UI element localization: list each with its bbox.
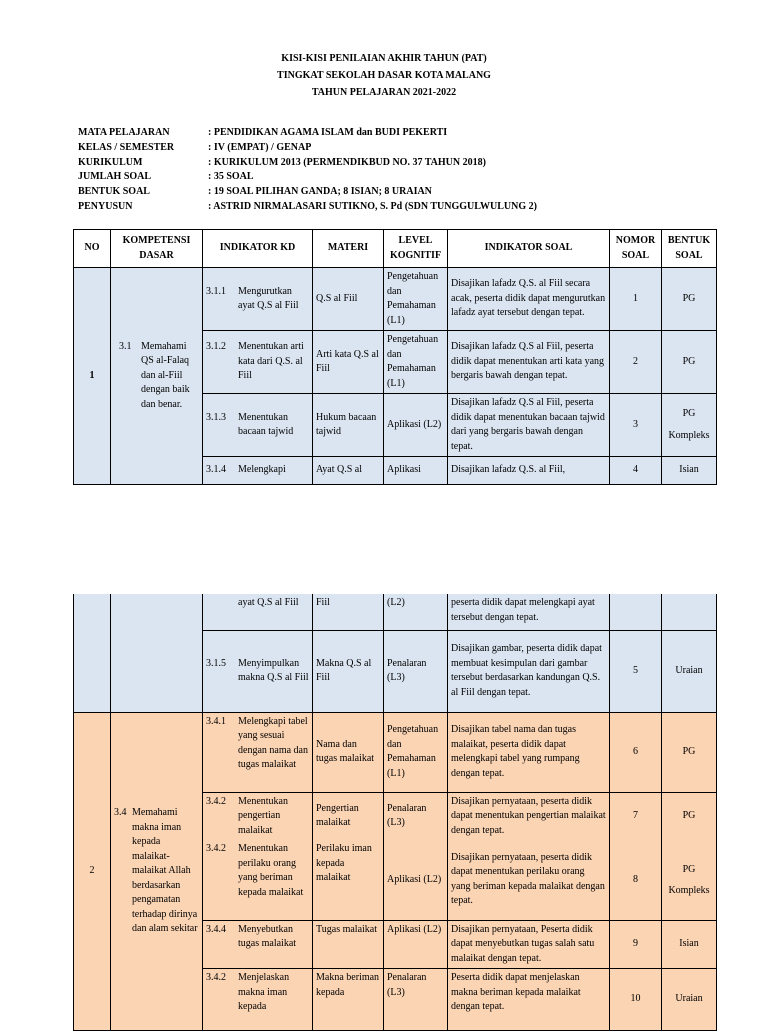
indikator-soal-cell: Disajikan lafadz Q.S. al Fiil secara acak, peserta didik dapat mengurutkan lafadz ayat tersebut dengan tepat. bbox=[448, 268, 610, 331]
ikd-text: Menentukan pengertian malaikat bbox=[238, 795, 288, 836]
indikator-kd-cell bbox=[203, 331, 313, 394]
nomor-soal-cell: 9 bbox=[610, 920, 662, 969]
document-title bbox=[0, 50, 768, 101]
indikator-kd-cell bbox=[203, 712, 313, 792]
indikator-soal-cell: Disajikan lafadz Q.S al Fiil, peserta didik dapat menentukan arti kata yang bergaris bawah dengan tepat. bbox=[448, 331, 610, 394]
ikd-number: 3.1.1 bbox=[206, 285, 226, 297]
header-materi: MATERI bbox=[313, 230, 384, 268]
level-cell: Penalaran (L3) bbox=[384, 630, 448, 712]
bentuk-soal-cell: PG Kompleks bbox=[662, 840, 717, 920]
title-line-3: TAHUN PELAJARAN 2021-2022 bbox=[311, 87, 457, 98]
indikator-kd-cell bbox=[203, 969, 313, 1031]
meta-value: : IV (EMPAT) / GENAP bbox=[208, 141, 312, 153]
level-cell: Penalaran (L3) bbox=[384, 969, 448, 1031]
level-cell: Pengetahuan dan Pemahaman (L1) bbox=[384, 268, 448, 331]
title-line-2: TINGKAT SEKOLAH DASAR KOTA MALANG bbox=[277, 70, 491, 81]
ikd-number: 3.4.2 bbox=[206, 972, 226, 983]
meta-row bbox=[78, 185, 537, 200]
nomor-soal-empty bbox=[610, 594, 662, 630]
header-bentuk-soal: BENTUK SOAL bbox=[662, 230, 717, 268]
level-cell: Penalaran (L3) bbox=[384, 792, 448, 840]
ikd-number: 3.1.5 bbox=[206, 657, 226, 669]
kompetensi-dasar-cell bbox=[111, 712, 203, 1031]
materi-cell: Makna beriman kepada bbox=[313, 969, 384, 1031]
meta-key: KELAS / SEMESTER bbox=[78, 141, 175, 153]
ikd-text: Menyebutkan tugas malaikat bbox=[238, 923, 297, 949]
ikd-number: 3.4.2 bbox=[206, 795, 226, 807]
title-line-1: KISI-KISI PENILAIAN AKHIR TAHUN (PAT) bbox=[281, 53, 487, 64]
table-row-continued bbox=[74, 594, 717, 630]
materi-cell: Q.S al Fiil bbox=[313, 268, 384, 331]
materi-cell: Arti kata Q.S al Fiil bbox=[313, 331, 384, 394]
meta-row bbox=[78, 126, 537, 141]
ikd-text: Menentukan arti kata dari Q.S. al Fiil bbox=[238, 341, 304, 382]
ikd-number: 3.4.4 bbox=[206, 923, 226, 935]
bentuk-soal-cell: Uraian bbox=[662, 969, 717, 1031]
materi-cell: Hukum bacaan tajwid bbox=[313, 394, 384, 457]
ikd-number: 3.1.3 bbox=[206, 411, 226, 423]
kd-text: Memahami makna iman kepada malaikat-malaikat Allah berdasarkan pengamatan terhadap dirinya dan alam sekitar bbox=[132, 807, 198, 934]
indikator-kd-cell bbox=[203, 457, 313, 485]
level-cell: Aplikasi bbox=[384, 457, 448, 485]
header-indikator-soal: INDIKATOR SOAL bbox=[448, 230, 610, 268]
materi-cell: Nama dan tugas malaikat bbox=[313, 712, 384, 792]
materi-cell: Tugas malaikat bbox=[313, 920, 384, 969]
kd-number: 3.4 bbox=[114, 807, 127, 818]
indikator-soal-cell: Disajikan pernyataan, peserta didik dapat menentukan perilaku orang yang beriman kepada malaikat dengan tepat. bbox=[448, 840, 610, 920]
meta-row bbox=[78, 156, 537, 171]
indikator-kd-cell bbox=[203, 920, 313, 969]
meta-value: : 35 SOAL bbox=[208, 171, 254, 183]
indikator-kd-cell: ayat Q.S al Fiil bbox=[203, 594, 313, 630]
indikator-soal-cell: Peserta didik dapat menjelaskan makna beriman kepada malaikat dengan tepat. bbox=[448, 969, 610, 1031]
row-no: 2 bbox=[74, 712, 111, 1031]
level-cell: (L2) bbox=[384, 594, 448, 630]
nomor-soal-cell: 3 bbox=[610, 394, 662, 457]
bentuk-soal-cell: Isian bbox=[662, 457, 717, 485]
indikator-soal-cell: Disajikan gambar, peserta didik dapat membuat kesimpulan dari gambar tersebut berdasarkan kandungan Q.S. al Fiil dengan tepat. bbox=[448, 630, 610, 712]
kisi-kisi-table-page-1 bbox=[73, 229, 717, 485]
meta-key: MATA PELAJARAN bbox=[78, 127, 170, 138]
kd-number: 3.1 bbox=[119, 340, 132, 352]
bentuk-soal-cell: PG Kompleks bbox=[662, 394, 717, 457]
document-meta bbox=[78, 126, 537, 215]
nomor-soal-cell: 7 bbox=[610, 792, 662, 840]
nomor-soal-cell: 6 bbox=[610, 712, 662, 792]
indikator-kd-cell bbox=[203, 792, 313, 840]
level-cell: Aplikasi (L2) bbox=[384, 394, 448, 457]
nomor-soal-cell: 8 bbox=[610, 840, 662, 920]
level-cell: Aplikasi (L2) bbox=[384, 920, 448, 969]
level-cell: Pengetahuan dan Pemahaman (L1) bbox=[384, 331, 448, 394]
bentuk-soal-empty bbox=[662, 594, 717, 630]
meta-row bbox=[78, 200, 537, 215]
indikator-soal-cell: Disajikan tabel nama dan tugas malaikat, peserta didik dapat melengkapi tabel yang rumpang dengan tepat. bbox=[448, 712, 610, 792]
bentuk-soal-cell: PG bbox=[662, 331, 717, 394]
materi-cell: Makna Q.S al Fiil bbox=[313, 630, 384, 712]
header-indikator-kd: INDIKATOR KD bbox=[203, 230, 313, 268]
level-cell: Aplikasi (L2) bbox=[384, 840, 448, 920]
indikator-kd-cell bbox=[203, 268, 313, 331]
indikator-soal-cell: Disajikan lafadz Q.S. al Fiil, bbox=[448, 457, 610, 485]
materi-cell: Fiil bbox=[313, 594, 384, 630]
table-header-row bbox=[74, 230, 717, 268]
header-level-kognitif: LEVEL KOGNITIF bbox=[384, 230, 448, 268]
ikd-number: 3.1.4 bbox=[206, 464, 226, 476]
nomor-soal-cell: 1 bbox=[610, 268, 662, 331]
nomor-soal-cell: 4 bbox=[610, 457, 662, 485]
kisi-kisi-table-page-2 bbox=[73, 594, 717, 1031]
meta-key: PENYUSUN bbox=[78, 200, 133, 212]
materi-cell: Perilaku iman kepada malaikat bbox=[313, 840, 384, 920]
row-no: 1 bbox=[74, 268, 111, 485]
nomor-soal-cell: 10 bbox=[610, 969, 662, 1031]
level-cell: Pengetahuan dan Pemahaman (L1) bbox=[384, 712, 448, 792]
meta-value: : PENDIDIKAN AGAMA ISLAM dan BUDI PEKERTI bbox=[208, 127, 448, 138]
indikator-soal-cell: Disajikan pernyataan, peserta didik dapat menentukan pengertian malaikat dengan tepat. bbox=[448, 792, 610, 840]
meta-row bbox=[78, 170, 537, 185]
bentuk-soal-cell: PG bbox=[662, 268, 717, 331]
ikd-text: Menyimpulkan makna Q.S al Fiil bbox=[238, 657, 309, 683]
indikator-kd-cell bbox=[203, 630, 313, 712]
ikd-number: 3.4.1 bbox=[206, 715, 226, 727]
nomor-soal-cell: 2 bbox=[610, 331, 662, 394]
kompetensi-dasar-cell bbox=[111, 268, 203, 485]
meta-key: KURIKULUM bbox=[78, 156, 143, 168]
ikd-text: Menentukan perilaku orang yang beriman kepada malaikat bbox=[238, 843, 304, 898]
indikator-soal-cell: Disajikan lafadz Q.S al Fiil, peserta didik dapat menentukan bacaan tajwid dari yang bergaris bawah dengan tepat. bbox=[448, 394, 610, 457]
bentuk-soal-cell: PG bbox=[662, 712, 717, 792]
nomor-soal-cell: 5 bbox=[610, 630, 662, 712]
ikd-number: 3.4.2 bbox=[206, 843, 226, 854]
ikd-text: Melengkapi bbox=[238, 464, 286, 476]
table-row bbox=[74, 268, 717, 331]
ikd-text: Melengkapi tabel yang sesuai dengan nama dan tugas malaikat bbox=[238, 715, 308, 770]
meta-key: BENTUK SOAL bbox=[78, 186, 150, 198]
meta-row bbox=[78, 141, 537, 156]
header-nomor-soal: NOMOR SOAL bbox=[610, 230, 662, 268]
meta-key: JUMLAH SOAL bbox=[78, 171, 152, 183]
meta-value: : 19 SOAL PILIHAN GANDA; 8 ISIAN; 8 URAIAN bbox=[208, 186, 432, 198]
ikd-text: Mengurutkan ayat Q.S al Fiil bbox=[238, 285, 299, 311]
header-kompetensi-dasar: KOMPETENSI DASAR bbox=[111, 230, 203, 268]
materi-cell: Ayat Q.S al bbox=[313, 457, 384, 485]
indikator-soal-cell: peserta didik dapat melengkapi ayat tersebut dengan tepat. bbox=[448, 594, 610, 630]
ikd-number: 3.1.2 bbox=[206, 341, 226, 353]
kd-text: Memahami QS al-Falaq dan al-Fiil dengan baik dan benar. bbox=[141, 340, 190, 410]
ikd-text: Menjelaskan makna iman kepada bbox=[238, 972, 290, 1012]
row-no-empty bbox=[74, 594, 111, 712]
meta-value: : ASTRID NIRMALASARI SUTIKNO, S. Pd (SDN TUNGGULWULUNG 2) bbox=[208, 200, 537, 212]
ikd-text: Menentukan bacaan tajwid bbox=[238, 411, 294, 437]
indikator-kd-cell bbox=[203, 840, 313, 920]
meta-value: : KURIKULUM 2013 (PERMENDIKBUD NO. 37 TAHUN 2018) bbox=[208, 156, 486, 168]
materi-cell: Pengertian malaikat bbox=[313, 792, 384, 840]
header-no: NO bbox=[74, 230, 111, 268]
kompetensi-dasar-empty bbox=[111, 594, 203, 712]
indikator-soal-cell: Disajikan pernyataan, Peserta didik dapat menyebutkan tugas salah satu malaikat dengan tepat. bbox=[448, 920, 610, 969]
indikator-kd-cell bbox=[203, 394, 313, 457]
bentuk-soal-cell: Uraian bbox=[662, 630, 717, 712]
bentuk-soal-cell: PG bbox=[662, 792, 717, 840]
table-row bbox=[74, 712, 717, 792]
bentuk-soal-cell: Isian bbox=[662, 920, 717, 969]
